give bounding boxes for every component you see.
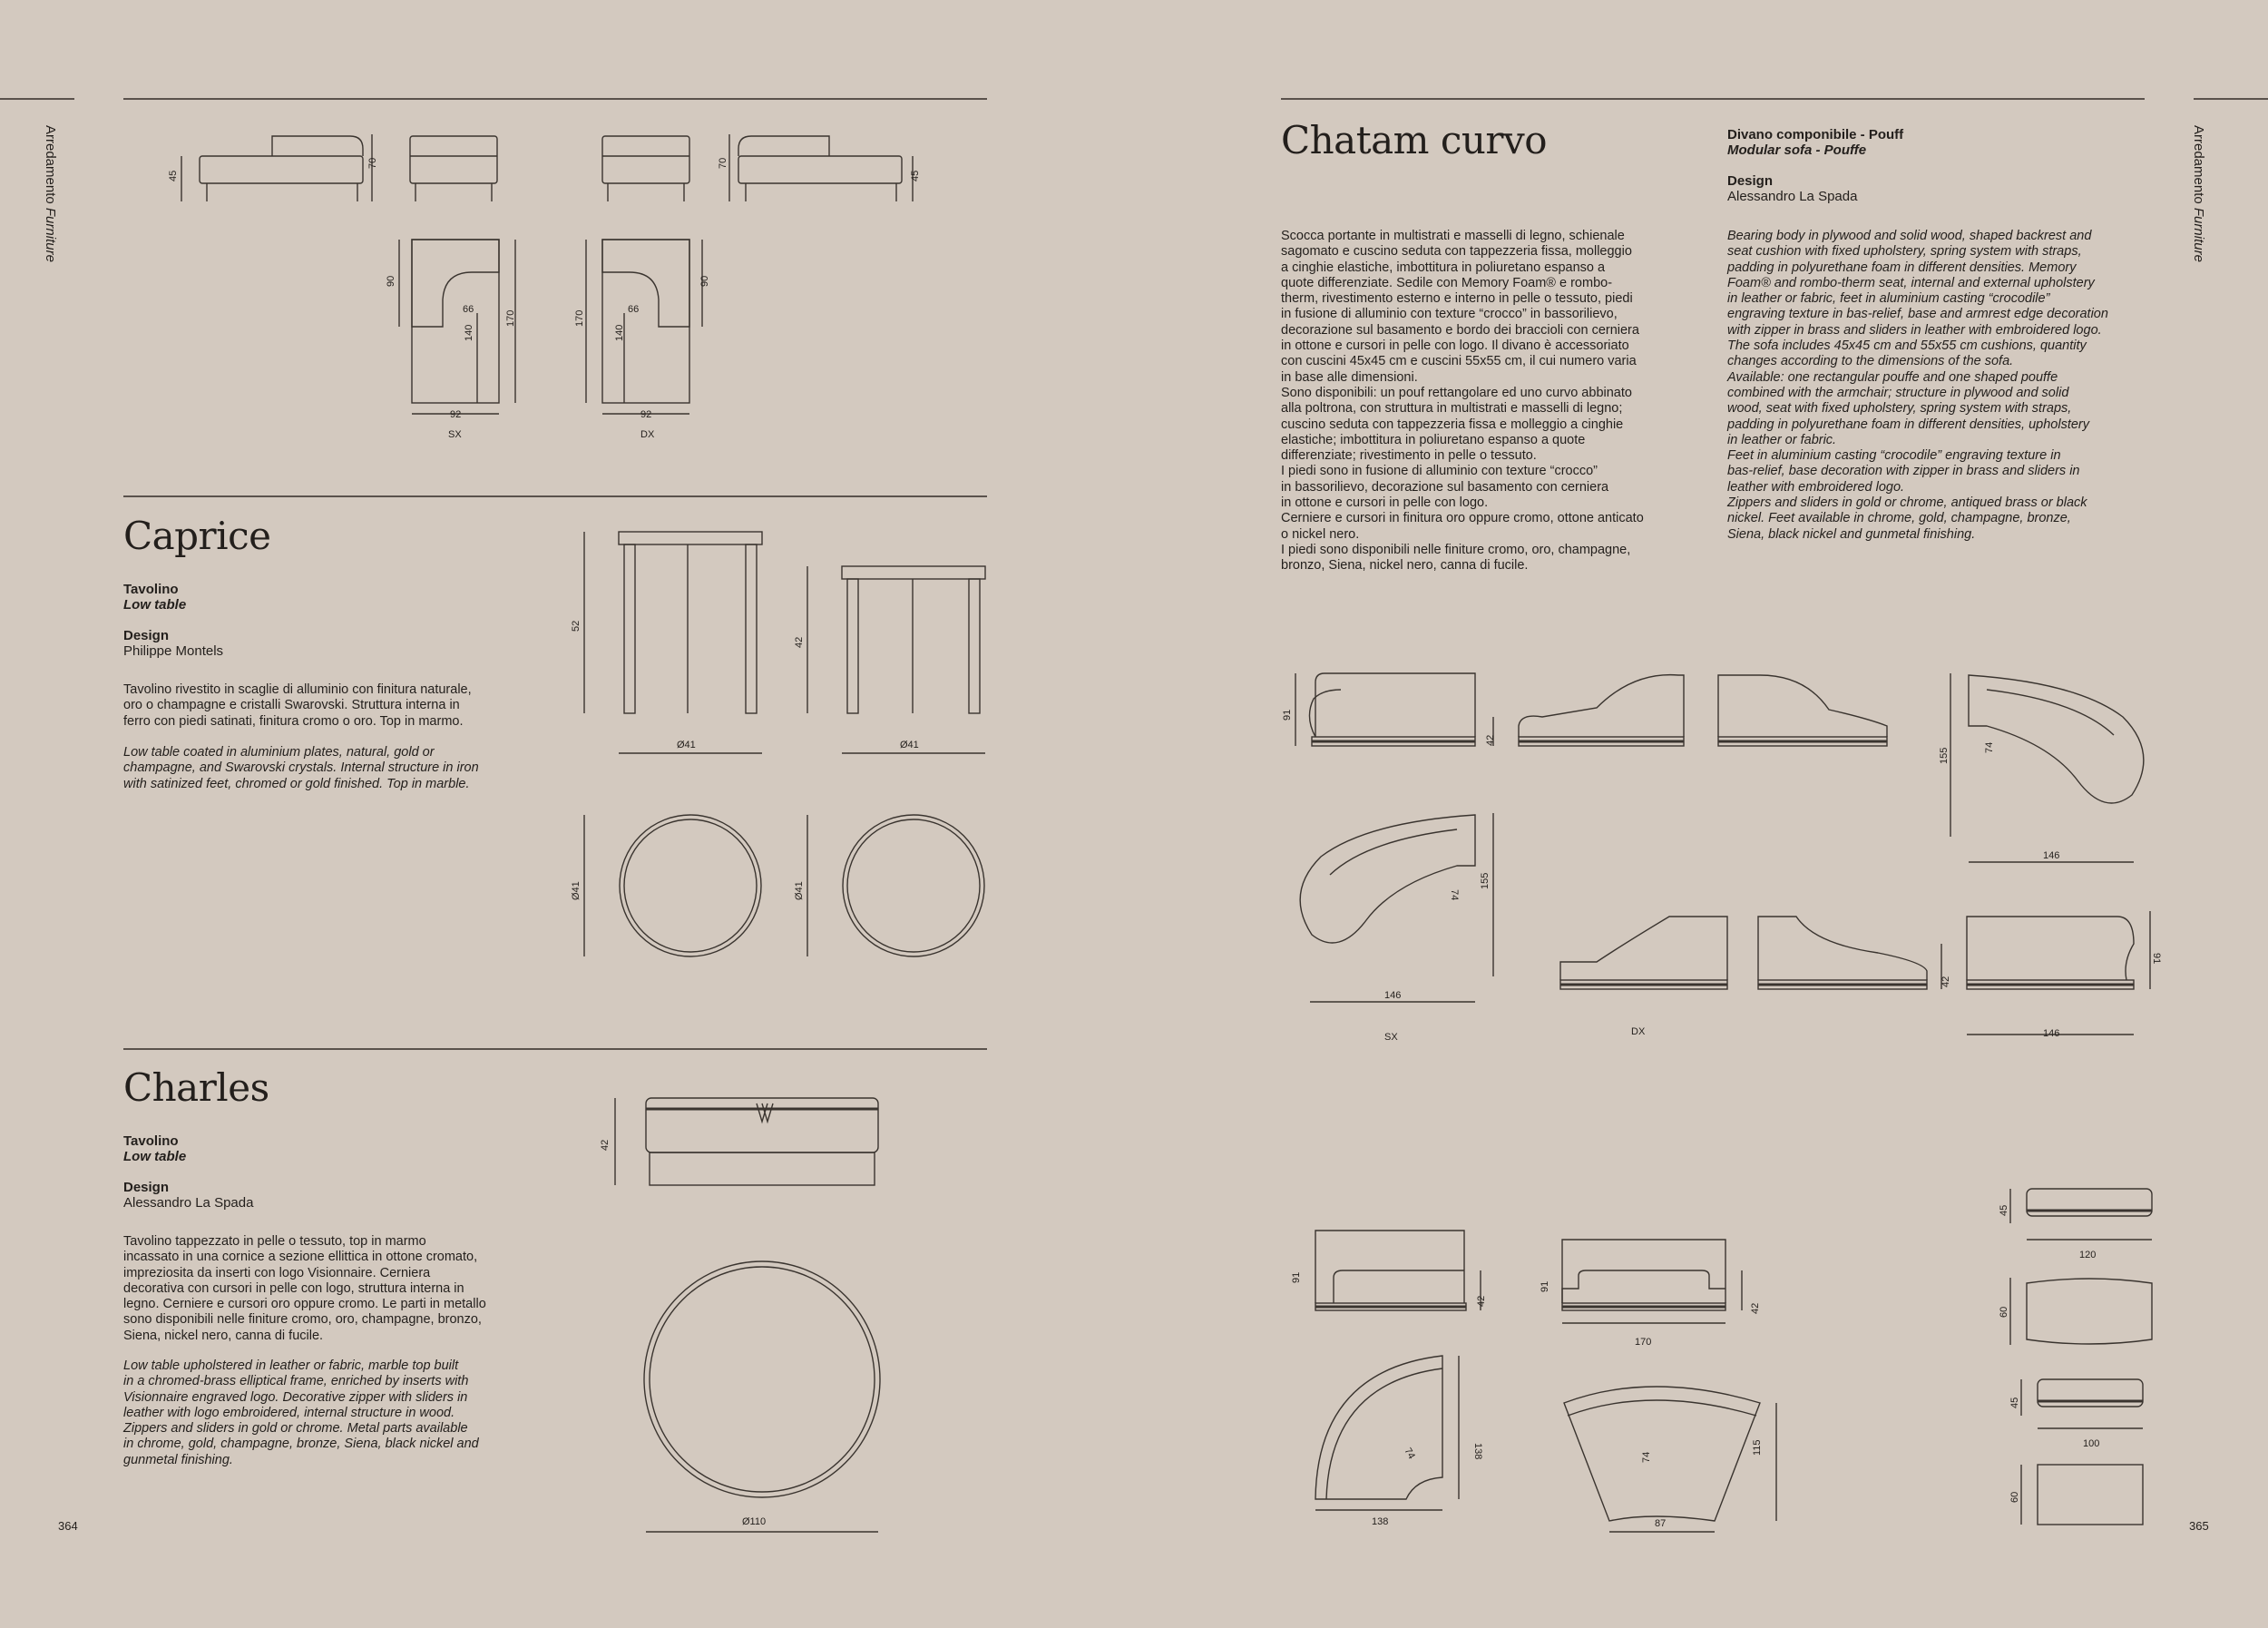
chatam-quarter-plan	[1315, 1356, 1459, 1510]
sofa-dx-front-elevation	[729, 134, 913, 201]
dim-text: 155	[1939, 747, 1950, 764]
dim-text: 90	[699, 275, 710, 287]
charles-title: Charles	[123, 1065, 269, 1110]
dim-text: 45	[1999, 1204, 2009, 1216]
dim-text: 140	[614, 324, 625, 341]
dim-text: 70	[367, 157, 378, 169]
caprice-desc-en: Low table coated in aluminium plates, natural, gold or champagne, and Swarovski crystals. Internal structure in iron with satinized feet, chromed or gold finished. Top in marble.	[123, 745, 479, 791]
chatam-module-b	[1493, 675, 1684, 746]
dim-text: 60	[1999, 1306, 2009, 1318]
sofa-sx-front-elevation	[181, 134, 372, 201]
dim-text: 91	[1291, 1271, 1302, 1283]
label-sx: SX	[448, 429, 462, 440]
pouf-small-plan	[2021, 1465, 2143, 1525]
dim-text: 42	[1750, 1302, 1761, 1314]
dim-text: 100	[2083, 1438, 2100, 1449]
page-number-right: 365	[2189, 1519, 2209, 1533]
label-dx: DX	[640, 429, 655, 440]
chatam-desc-it: Scocca portante in multistrati e masselli di legno, schienale sagomato e cuscino seduta con tappezzeria fissa, molleggio a cinghie elastiche, imbottitura in poliuretano espanso a quote differenziate. Sedile con Memory Foam® e rombo- therm, rivestimento esterno e interno in pelle o tessuto, piedi in fusione di alluminio con texture “crocco” in bassorilievo, decorazione sul basamento e bordo dei braccioli con cerniera in ottone e cursori in pelle con logo. Il divano è accessoriato con cuscini 45x45 cm e cuscini 55x55 cm, il cui numero varia in base alle dimensioni. Sono disponibili: un pouf rettangolare ed uno curvo abbinato alla poltrona, con struttura in multistrati e masselli di legno; cuscino seduta con tappezzeria fissa e molleggio a cinghie elastiche; imbottitura in poliuretano espanso a quote differenziate; rivestimento in pelle o tessuto. I piedi sono in fusione di alluminio con texture “crocco” in bassorilievo, decorazione sul basamento con cerniera in ottone e cursori in pelle con logo. Cerniere e cursori in finitura oro oppure cromo, ottone anticato o nickel nero. I piedi sono disponibili nelle finiture cromo, oro, champagne, bronzo, Siena, nickel nero, canna di fucile.	[1281, 229, 1644, 574]
caprice-type-en: Low table	[123, 597, 187, 613]
caprice-design-label: Design	[123, 628, 170, 643]
sofa-sx-side-elevation	[410, 136, 497, 201]
dim-text: Ø41	[677, 740, 696, 750]
dim-text: 170	[574, 309, 585, 327]
charles-table-plan	[644, 1261, 880, 1532]
chatam-module-dx-side	[1758, 917, 1941, 989]
dim-text: 66	[628, 304, 640, 315]
dim-text: Ø41	[794, 881, 805, 900]
caprice-table-tall-elevation	[584, 532, 762, 753]
label-dx-right: DX	[1631, 1026, 1646, 1037]
dim-text: 74	[1402, 1446, 1417, 1462]
dim-text: 138	[1372, 1516, 1389, 1527]
side-label-en: Furniture	[43, 207, 58, 262]
caprice-type-it: Tavolino	[123, 582, 179, 597]
dim-text: 60	[2009, 1491, 2020, 1503]
dim-text: 170	[1635, 1337, 1652, 1348]
side-label-en-right: Furniture	[2191, 207, 2206, 262]
caprice-desc-it: Tavolino rivestito in scaglie di alluminio con finitura naturale, oro o champagne e cristalli Swarovski. Struttura interna in ferro con piedi satinati, finitura cromo o oro. Top in marmo.	[123, 682, 472, 729]
dim-text: 70	[718, 157, 728, 169]
pouf-rect-plan	[2010, 1278, 2152, 1345]
charles-table-elevation	[615, 1098, 878, 1185]
sofa-sx-plan	[399, 240, 515, 414]
dim-text: 66	[463, 304, 474, 315]
dim-text: 92	[450, 409, 462, 420]
dim-text: 45	[910, 170, 921, 181]
dim-text: 146	[2043, 1028, 2060, 1039]
dim-text: 155	[1480, 872, 1491, 889]
chatam-module-curved-plan-sx	[1300, 813, 1493, 1002]
dim-text: 42	[1941, 976, 1951, 987]
dim-text: 170	[505, 309, 516, 327]
dim-text: 120	[2079, 1250, 2097, 1260]
caprice-table-plans	[584, 815, 984, 956]
caprice-table-low-elevation	[807, 566, 985, 753]
dim-text: 42	[600, 1139, 611, 1151]
dim-text: Ø41	[571, 881, 582, 900]
dim-text: 146	[2043, 850, 2060, 861]
dim-text: 52	[571, 620, 582, 632]
dim-text: 140	[464, 324, 474, 341]
sofa-dx-side-elevation	[602, 136, 689, 201]
dim-text: 138	[1472, 1443, 1483, 1460]
chatam-design-label: Design	[1727, 173, 1774, 189]
page-number-left: 364	[58, 1519, 78, 1533]
sofa-dx-plan	[586, 240, 702, 414]
charles-type-it: Tavolino	[123, 1133, 179, 1149]
charles-design-label: Design	[123, 1180, 170, 1195]
side-label-it-right: Arredamento	[2191, 125, 2206, 204]
pouf-small-elevation	[2021, 1379, 2143, 1428]
caprice-title: Caprice	[123, 514, 271, 558]
dim-text: Ø110	[742, 1516, 767, 1527]
dim-text: 92	[640, 409, 652, 420]
chatam-designer: Alessandro La Spada	[1727, 189, 1858, 204]
chatam-module-end	[1967, 911, 2150, 1035]
chatam-module-a	[1295, 673, 1475, 746]
charles-desc-en: Low table upholstered in leather or fabric, marble top built in a chromed-brass elliptical frame, enriched by inserts with Visionnaire engraved logo. Decorative zipper with sliders in leather with logo embroidered, internal structure in wood. Zippers and sliders in gold or chrome. Metal parts available in chrome, gold, champagne, bronze, Siena, black nickel and gunmetal finishing.	[123, 1358, 479, 1467]
pouf-rect-elevation	[2010, 1189, 2152, 1240]
dim-text: 42	[1476, 1295, 1487, 1307]
dim-text: 91	[1282, 709, 1293, 721]
charles-desc-it: Tavolino tappezzato in pelle o tessuto, top in marmo incassato in una cornice a sezione ellittica in ottone cromato, impreziosita da inserti con logo Visionnaire. Cerniera decorativa con cursori in pelle con logo, struttura interna in legno. Cerniere e cursori oro oppure cromo. Le parti in metallo sono disponibili nelle finiture cromo, oro, champagne, bronzo, Siena, nickel nero, canna di fucile.	[123, 1234, 486, 1343]
dim-text: 146	[1384, 990, 1402, 1001]
chatam-module-dx-curved	[1560, 917, 1727, 989]
dim-text: 91	[1540, 1280, 1550, 1292]
dim-text: 87	[1655, 1518, 1667, 1529]
chatam-sofa-elevation	[1562, 1240, 1742, 1323]
dim-text: 42	[794, 636, 805, 648]
chatam-desc-en: Bearing body in plywood and solid wood, shaped backrest and seat cushion with fixed upholstery, spring system with straps, padding in polyurethane foam in different densities. Memory Foam® and rombo-therm seat, internal and external upholstery in leather or fabric, feet in aluminium casting “crocodile” engraving texture in bas-relief, base and armrest edge decoration with zipper in brass and sliders in leather with embroidered logo. The sofa includes 45x45 cm and 55x55 cm cushions, quantity changes according to the dimensions of the sofa. Available: one rectangular pouffe and one shaped pouffe combined with the armchair; structure in plywood and solid wood, seat with fixed upholstery, spring system with straps, padding in polyurethane foam in different densities, upholstery in leather or fabric. Feet in aluminium casting “crocodile” engraving texture in bas-relief, base decoration with zipper in brass and sliders in leather with embroidered logo. Zippers and sliders in gold or chrome, antiqued brass or black nickel. Feet available in chrome, gold, champagne, bronze, Siena, black nickel and gunmetal finishing.	[1727, 229, 2108, 542]
dim-text: 115	[1752, 1439, 1763, 1456]
dim-text: 42	[1485, 734, 1496, 746]
chatam-type-it: Divano componibile - Pouff	[1727, 127, 1904, 142]
dim-text: 74	[1984, 741, 1995, 753]
chatam-type-en: Modular sofa - Pouffe	[1727, 142, 1867, 158]
caprice-designer: Philippe Montels	[123, 643, 224, 659]
label-sx-right: SX	[1384, 1032, 1398, 1043]
dim-text: 45	[2009, 1397, 2020, 1408]
dim-text: 91	[2151, 953, 2162, 965]
chatam-module-curved-plan	[1950, 673, 2144, 862]
side-label-it: Arredamento	[43, 125, 58, 204]
chatam-armchair-elevation	[1315, 1231, 1481, 1310]
chatam-module-c	[1718, 675, 1887, 746]
dim-text: 74	[1449, 889, 1460, 901]
charles-designer: Alessandro La Spada	[123, 1195, 254, 1211]
dim-text: Ø41	[900, 740, 919, 750]
dim-text: 45	[168, 170, 179, 181]
chatam-wedge-plan	[1564, 1387, 1776, 1532]
charles-type-en: Low table	[123, 1149, 187, 1164]
dim-text: 74	[1641, 1451, 1652, 1463]
dim-text: 90	[386, 275, 396, 287]
chatam-title: Chatam curvo	[1281, 118, 1547, 162]
